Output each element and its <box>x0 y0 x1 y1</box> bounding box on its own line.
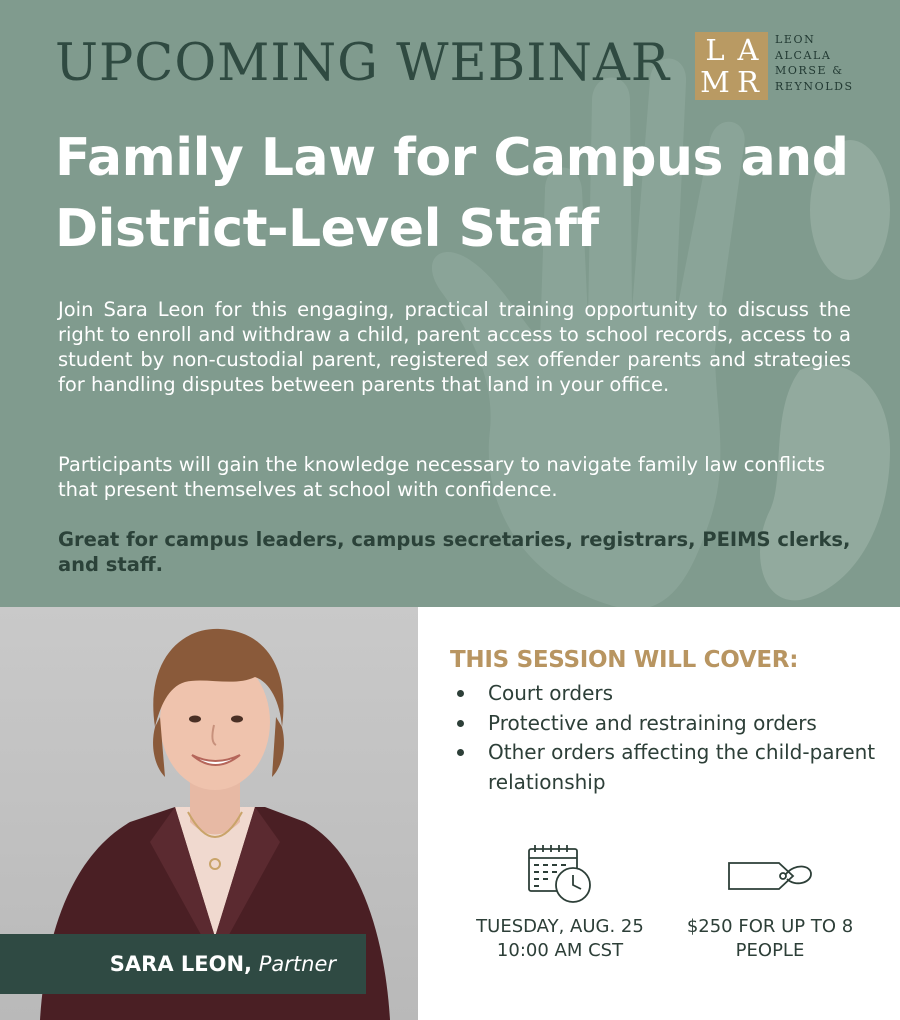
date-text <box>468 915 652 963</box>
speaker-name-plate <box>0 934 366 994</box>
logo-name-reynolds: REYNOLDS <box>775 79 854 93</box>
logo-letter-m: M <box>700 65 730 99</box>
session-date: TUESDAY, AUG. 25 <box>476 916 644 937</box>
session-time: 10:00 AM CST <box>496 940 624 961</box>
topics-list <box>450 679 880 797</box>
logo-name-alcala: ALCALA <box>775 48 832 62</box>
webinar-title: Family Law for Campus and District-Level Staff <box>55 128 849 259</box>
list-item <box>450 709 880 739</box>
calendar-clock-icon <box>525 843 595 905</box>
logo-firm-names <box>775 32 854 94</box>
session-info-panel <box>418 607 900 1020</box>
logo-letter-l: L <box>705 33 725 67</box>
bullet-icon <box>457 690 464 697</box>
bullet-icon <box>457 720 464 727</box>
logo-letter-a: A <box>737 33 759 67</box>
price-line-2: PEOPLE <box>735 940 805 961</box>
outcome-paragraph: Participants will gain the knowledge necessary to navigate family law conflicts that present themselves at school with confidence. <box>58 453 825 501</box>
price-tag-icon <box>725 843 815 905</box>
session-heading: THIS SESSION WILL COVER: <box>450 647 799 673</box>
topic-text: Protective and restraining orders <box>488 710 817 735</box>
price-block <box>680 843 860 963</box>
topic-text: Other orders affecting the child-parent relationship <box>488 740 876 794</box>
price-text <box>680 915 860 963</box>
list-item <box>450 679 880 709</box>
bullet-icon <box>457 749 464 756</box>
speaker-role: Partner <box>258 952 336 976</box>
description-paragraph: Join Sara Leon for this engaging, practical training opportunity to discuss the right to enroll and withdraw a child, parent access to school records, access to a student by non-custodial parent, registered sex offender parents and strategies for handling disputes between parents that land in your office. <box>58 298 851 396</box>
eyebrow-heading: UPCOMING WEBINAR <box>55 34 671 93</box>
topic-text: Court orders <box>488 681 614 705</box>
date-block <box>468 843 652 963</box>
list-item <box>450 738 880 797</box>
logo-name-leon: LEON <box>775 33 816 46</box>
logo-name-morse: MORSE & <box>775 64 844 77</box>
speaker-caption <box>110 952 336 976</box>
price-line-1: $250 FOR UP TO 8 <box>686 916 854 937</box>
speaker-name: SARA LEON, <box>109 952 253 976</box>
logo-letter-r: R <box>737 65 759 99</box>
audience-paragraph: Great for campus leaders, campus secretaries, registrars, PEIMS clerks, and staff. <box>58 528 851 576</box>
logo-monogram <box>695 32 768 100</box>
